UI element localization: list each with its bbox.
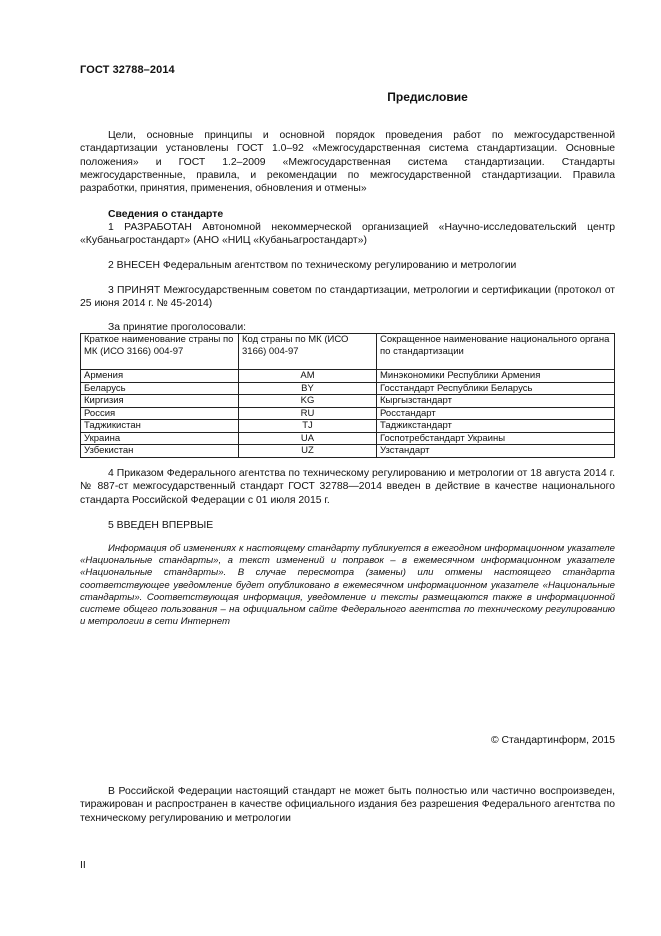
cell-body: Госстандарт Республики Беларусь: [377, 382, 615, 395]
column-header-body: Сокращенное наименование национального органа по стандартизации: [377, 334, 615, 370]
cell-code: UZ: [239, 445, 377, 458]
page-number: II: [80, 860, 86, 871]
cell-body: Кыргызстандарт: [377, 395, 615, 408]
table-row: [81, 407, 615, 420]
table-row: [81, 420, 615, 433]
about-item-1: 1 РАЗРАБОТАН Автономной некоммерческой организацией «Научно-исследовательский центр «Кубаньагростандарт» (АНО «НИЦ «Кубаньагростандарт»): [80, 222, 615, 247]
cell-code: KG: [239, 395, 377, 408]
about-item-4: 4 Приказом Федерального агентства по техническому регулированию и метрологии от 18 августа 2014 г. № 887-ст межгосударственный стандарт ГОСТ 32788—2014 введен в действие в качестве национального стандарта Российской Федерации с 01 июля 2015 г.: [80, 468, 615, 506]
cell-code: RU: [239, 407, 377, 420]
cell-body: Госпотребстандарт Украины: [377, 432, 615, 445]
table-row: [81, 432, 615, 445]
table-row: [81, 370, 615, 383]
cell-country: Таджикистан: [81, 420, 239, 433]
intro-paragraph: Цели, основные принципы и основной порядок проведения работ по межгосударственной стандартизации установлены ГОСТ 1.0–92 «Межгосударственная система стандартизации. Основные положения» и ГОСТ 1.2–2009 «Межгосударственная система стандартизации. Стандарты межгосударственные, правила, и рекомендации по межгосударственной стандартизации. Правила разработки, принятия, применения, обновления и отмены»: [80, 130, 615, 195]
cell-code: TJ: [239, 420, 377, 433]
cell-code: AM: [239, 370, 377, 383]
cell-code: UA: [239, 432, 377, 445]
cell-country: Армения: [81, 370, 239, 383]
cell-body: Росстандарт: [377, 407, 615, 420]
cell-body: Узстандарт: [377, 445, 615, 458]
voting-table: [80, 333, 615, 458]
cell-country: Россия: [81, 407, 239, 420]
cell-body: Минэкономики Республики Армения: [377, 370, 615, 383]
cell-body: Таджикстандарт: [377, 420, 615, 433]
cell-country: Киргизия: [81, 395, 239, 408]
info-note: Информация об изменениях к настоящему стандарту публикуется в ежегодном информационном указателе «Национальные стандарты», а текст изменений и поправок – в ежемесячном информационном указателе «Национальные стандарты». В случае пересмотра (замены) или отмены настоящего стандарта соответствующее уведомление будет опубликовано в ежемесячном информационном указателе «Национальные стандарты». Соответствующая информация, уведомление и тексты размещаются также в информационной системе общего пользования – на официальном сайте Федерального агентства по техническому регулированию и метрологии в сети Интернет: [80, 543, 615, 628]
about-item-5: 5 ВВЕДЕН ВПЕРВЫЕ: [108, 520, 214, 531]
about-item-2: 2 ВНЕСЕН Федеральным агентством по техническому регулированию и метрологии: [108, 260, 517, 271]
table-row: [81, 395, 615, 408]
page-title: Предисловие: [387, 90, 468, 104]
rights-notice: В Российской Федерации настоящий стандарт не может быть полностью или частично воспроизведен, тиражирован и распространен в качестве официального издания без разрешения Федерального агентства по техническому регулированию и метрологии: [80, 786, 615, 824]
cell-code: BY: [239, 382, 377, 395]
document-header-id: ГОСТ 32788–2014: [80, 64, 175, 76]
cell-country: Беларусь: [81, 382, 239, 395]
voted-label: За принятие проголосовали:: [108, 322, 247, 333]
cell-country: Узбекистан: [81, 445, 239, 458]
cell-country: Украина: [81, 432, 239, 445]
about-heading: Сведения о стандарте: [108, 209, 224, 220]
table-row: [81, 445, 615, 458]
about-item-3: 3 ПРИНЯТ Межгосударственным советом по стандартизации, метрологии и сертификации (протокол от 25 июня 2014 г. № 45-2014): [80, 285, 615, 310]
table-row: [81, 382, 615, 395]
column-header-code: Код страны по МК (ИСО 3166) 004-97: [239, 334, 377, 370]
column-header-country: Краткое наименование страны по МК (ИСО 3166) 004-97: [81, 334, 239, 370]
table-header-row: [81, 334, 615, 370]
copyright-line: © Стандартинформ, 2015: [490, 735, 615, 746]
